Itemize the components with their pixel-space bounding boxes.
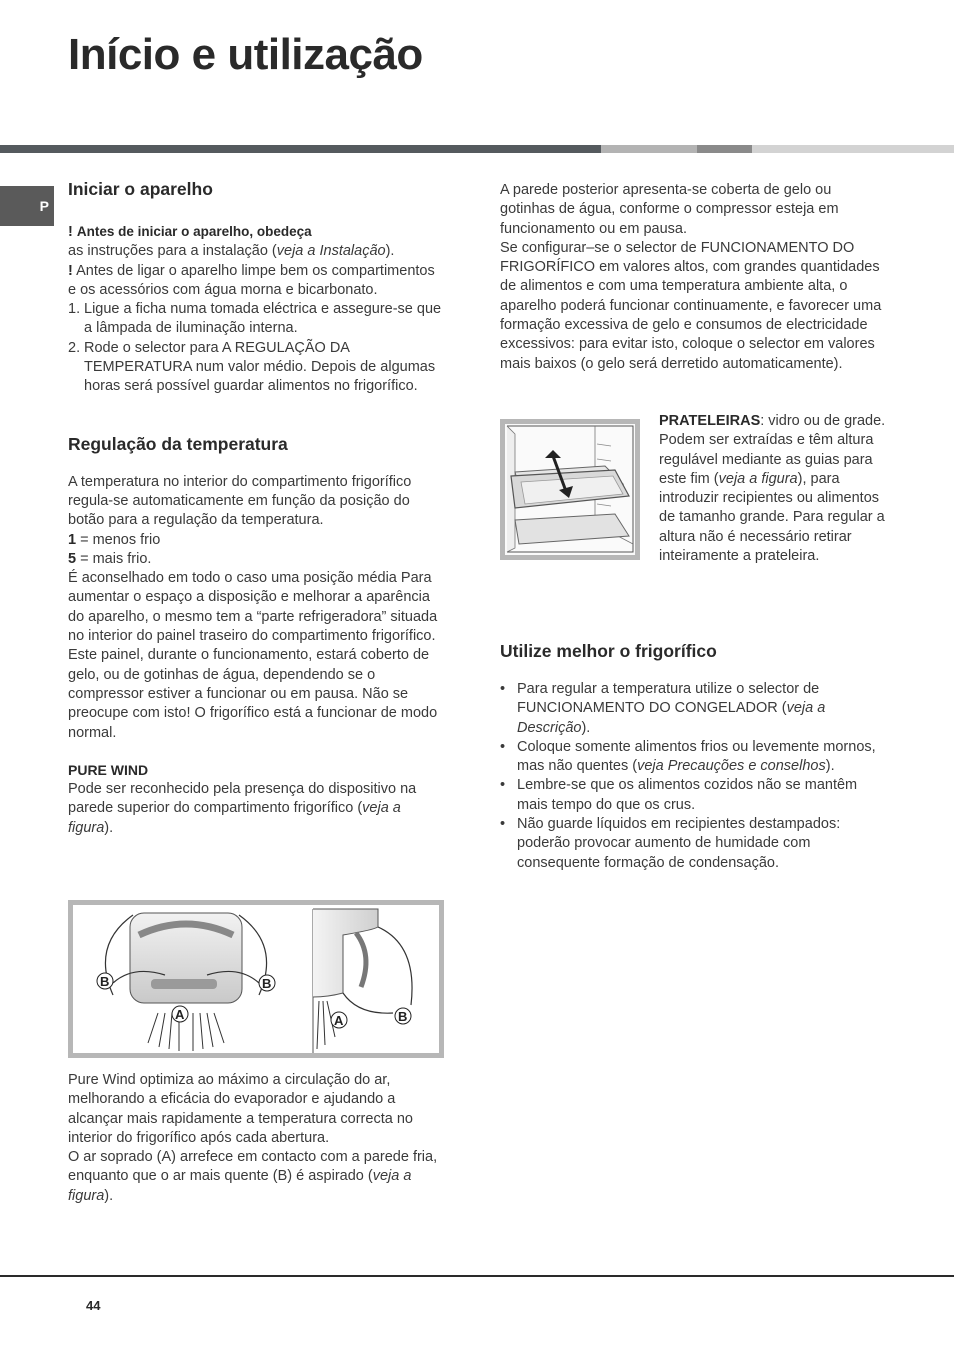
figure-ref: veja a figura <box>68 1168 412 1204</box>
pure-wind-airflow <box>68 1148 450 1206</box>
page-number: 44 <box>86 1298 101 1313</box>
figure-ref: veja a figura <box>68 800 401 836</box>
page-title: Início e utilização <box>68 30 423 79</box>
text: Coloque somente alimentos frios ou levemente mornos, mas não quentes ( <box>517 738 876 775</box>
label-b-side: B <box>398 1009 408 1024</box>
warning-1 <box>68 222 450 242</box>
bullet: • <box>500 777 506 794</box>
label-a-side: A <box>334 1013 344 1028</box>
temperature-intro: A temperatura no interior do compartimento frigorífico regula-se automaticamente em função da posição do botão para a regulação da temperatura. <box>68 473 412 529</box>
text: Pode ser reconhecido pela presença do dispositivo na parede superior do compartimento frigorífico ( <box>68 781 417 817</box>
pure-wind-intro <box>68 780 450 838</box>
list-item <box>500 815 885 873</box>
install-reference <box>68 242 450 261</box>
pure-wind-illustration <box>73 905 439 1053</box>
label-b-left: B <box>100 974 110 989</box>
usage-tips <box>500 680 885 873</box>
level-max <box>68 550 450 569</box>
text: ). <box>825 758 835 775</box>
warning-1-bold: Antes de iniciar o aparelho, obedeça <box>76 224 312 239</box>
shelves-text <box>659 412 887 566</box>
temperature-body: É aconselhado em todo o caso uma posição média Para aumentar o espaço a disposição e melhorar a aparência do aparelho, o mesmo tem a “parte refrigeradora” situada no interior do painel traseiro do compartimento frigorífico. Este painel, durante o funcionamento, estará coberto de gelo, ou de gotinhas de água, dependendo se o compressor estiver a funcionar ou em pausa. Não se preocupe com isto! O frigorífico está a funcionar de modo normal. <box>68 570 438 741</box>
text: ). <box>385 243 395 260</box>
list-item <box>500 680 885 738</box>
list-item <box>68 300 450 339</box>
text: Podem ser extraídas e têm altura regulável mediante as guias para este fim ( <box>659 432 874 487</box>
text: as instruções para a instalação ( <box>68 243 277 260</box>
text: Não guarde líquidos em recipientes destampados: poderão provocar aumento de humidade com consequente formação de condensação. <box>517 816 841 871</box>
figure-ref: veja a figura <box>718 470 798 487</box>
step-number: 2. <box>68 339 81 356</box>
list-item <box>68 339 450 397</box>
shelves-illustration <box>505 424 635 555</box>
text: : vidro ou de grade. <box>760 413 886 429</box>
text: Para regular a temperatura utilize o selector de FUNCIONAMENTO DO CONGELADOR ( <box>517 681 820 717</box>
level-text: = mais frio. <box>76 550 152 567</box>
left-column <box>68 178 450 838</box>
install-link-text: veja a Instalação <box>276 243 386 260</box>
header-bar-pale <box>752 145 954 153</box>
text: Lembre-se que os alimentos cozidos não se mantêm mais tempo do que os crus. <box>517 777 858 813</box>
warning-mark: ! <box>68 224 73 240</box>
warning-2 <box>68 262 450 281</box>
list-item <box>500 738 885 777</box>
pure-wind-figure <box>68 900 444 1058</box>
bullet: • <box>500 816 506 833</box>
start-steps <box>68 300 450 396</box>
section-heading-start: Iniciar o aparelho <box>68 179 213 199</box>
header-bar-dark <box>0 145 601 153</box>
warning-2-cont: e os acessórios com água morna e bicarbonato. <box>68 281 378 298</box>
header-bar-light <box>601 145 697 153</box>
description-ref: veja a Descrição <box>517 700 826 736</box>
shelves-description <box>659 431 887 566</box>
step-text: Rode o selector para A REGULAÇÃO DA TEMPERATURA num valor médio. Depois de algumas horas será possível guardar alimentos no frigorífico. <box>84 339 436 395</box>
level-min <box>68 531 450 550</box>
section-heading-usage: Utilize melhor o frigorífico <box>500 641 717 661</box>
level-number: 5 <box>68 550 77 567</box>
shelves-type <box>659 412 887 431</box>
right-column-top <box>500 181 885 374</box>
list-item <box>500 776 885 815</box>
text: ). <box>104 1187 114 1204</box>
warning-mark: ! <box>68 262 73 279</box>
bullet: • <box>500 681 506 697</box>
text: O ar soprado (A) arrefece em contacto com a parede fria, enquanto que o ar mais quente (B) é aspirado ( <box>68 1149 438 1185</box>
precautions-ref: veja Precauções e conselhos <box>637 758 826 775</box>
shelves-label: PRATELEIRAS <box>659 413 761 429</box>
text: ). <box>581 719 591 736</box>
header-bar-mid <box>697 145 752 153</box>
pure-wind-description <box>68 1071 450 1206</box>
step-number: 1. <box>68 301 81 318</box>
selector-paragraph: Se configurar–se o selector de FUNCIONAMENTO DO FRIGORÍFICO em valores altos, com grandes quantidades de alimentos e com uma temperatura ambiente alta, o aparelho poderá funcionar continuamente, e favorecer uma formação excessiva de gelo e consumos de electricidade excessivos: para evitar isto, coloque o selector em valores mais baixos (o gelo será derretido automaticamente). <box>500 239 882 372</box>
label-a-front: A <box>175 1007 185 1022</box>
shelves-figure <box>500 419 640 560</box>
bullet: • <box>500 738 506 755</box>
pure-wind-heading: PURE WIND <box>68 761 149 778</box>
footer-rule <box>0 1275 954 1277</box>
language-tab: P <box>0 186 54 226</box>
right-column-bottom <box>500 640 885 873</box>
level-number: 1 <box>68 531 77 548</box>
label-b-right: B <box>262 976 272 991</box>
level-text: = menos frio <box>76 531 161 548</box>
text: ). <box>104 819 114 836</box>
pure-wind-benefits: Pure Wind optimiza ao máximo a circulação do ar, melhorando a eficácia do evaporador e ajudando a alcançar mais rapidamente a temperatura correcta no interior do frigorífico após cada abertura. <box>68 1072 413 1146</box>
section-heading-temperature: Regulação da temperatura <box>68 433 288 454</box>
text: ), para introduzir recipientes ou alimentos de tamanho grande. Para regular a altura não é necessário retirar inteiramente a prateleira. <box>659 470 885 565</box>
warning-2-text: Antes de ligar o aparelho limpe bem os compartimentos <box>76 262 435 279</box>
back-wall-paragraph: A parede posterior apresenta-se coberta de gelo ou gotinhas de água, conforme o compressor esteja em funcionamento ou em pausa. <box>500 182 839 237</box>
step-text: Ligue a ficha numa tomada eléctrica e assegure-se que a lâmpada de iluminação interna. <box>84 301 442 337</box>
